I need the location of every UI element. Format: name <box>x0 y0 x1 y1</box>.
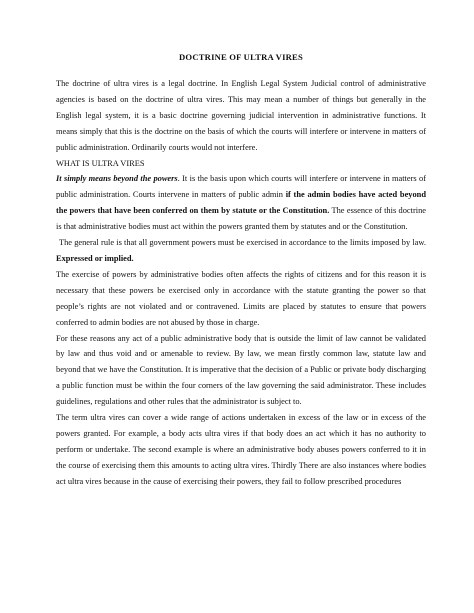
document-title: DOCTRINE OF ULTRA VIRES <box>179 52 303 62</box>
definition-text-2: The essence of this doctrine is that administrative bodies must act within the powers granted them by statutes and or the Constitution. <box>56 206 426 232</box>
section-heading-what-is-ultra-vires: WHAT IS ULTRA VIRES <box>56 158 145 168</box>
definition-bold: if the admin bodies have acted beyond the powers that have been conferred on them by statute or the Constitution. <box>56 190 426 216</box>
general-rule-text: The general rule is that all government powers must be exercised in accordance to the limits imposed by law. <box>59 238 426 248</box>
exercise-paragraph: The exercise of powers by administrative bodies often affects the rights of citizens and for this reason it is necessary that these powers be exercised only in accordance with the statute granting the power so that people’s rights are not violated and or contravened. Limits are placed by statutes to ensure that powers conferred to admin bodies are not abused by those in charge. <box>56 269 426 327</box>
definition-text-1: . It is the basis upon which courts will interfere or intervene in matters of public administration. Courts intervene in matters of public admin <box>56 174 427 200</box>
definition-paragraph <box>56 171 426 235</box>
intro-paragraph: The doctrine of ultra vires is a legal doctrine. In English Legal System Judicial control of administrative agencies is based on the doctrine of ultra vires. This may mean a number of things but generally in the English legal system, it is a basic doctrine governing judicial intervention in administrative functions. It means simply that this is the doctrine on the basis of which the courts will interfere or intervene in matters of public administration. Ordinarily courts would not interfere. <box>56 79 426 152</box>
general-rule-bold: Expressed or implied. <box>56 253 134 263</box>
definition-lead: It simply means beyond the powers <box>56 174 178 184</box>
reasons-paragraph: For these reasons any act of a public administrative body that is outside the limit of law cannot be validated by law and thus void and or amenable to review. By law, we mean firstly common law, statute law and beyond that we have the Constitution. It is imperative that the decision of a Public or private body discharging a public function must be within the four corners of the law governing the said administrator. These includes guidelines, regulations and other rules that the administrator is subject to. <box>56 333 426 407</box>
term-paragraph: The term ultra vires can cover a wide range of actions undertaken in excess of the law or in excess of the powers granted. For example, a body acts ultra vires if that body does an act which it has no authority to perform or undertake. The second example is where an administrative body abuses powers conferred to it in the course of exercising them this amounts to acting ultra vires. Thirdly There are also instances where bodies act ultra vires because in the cause of exercising their powers, they fail to follow prescribed procedures <box>56 413 426 486</box>
general-rule-paragraph <box>56 235 426 267</box>
